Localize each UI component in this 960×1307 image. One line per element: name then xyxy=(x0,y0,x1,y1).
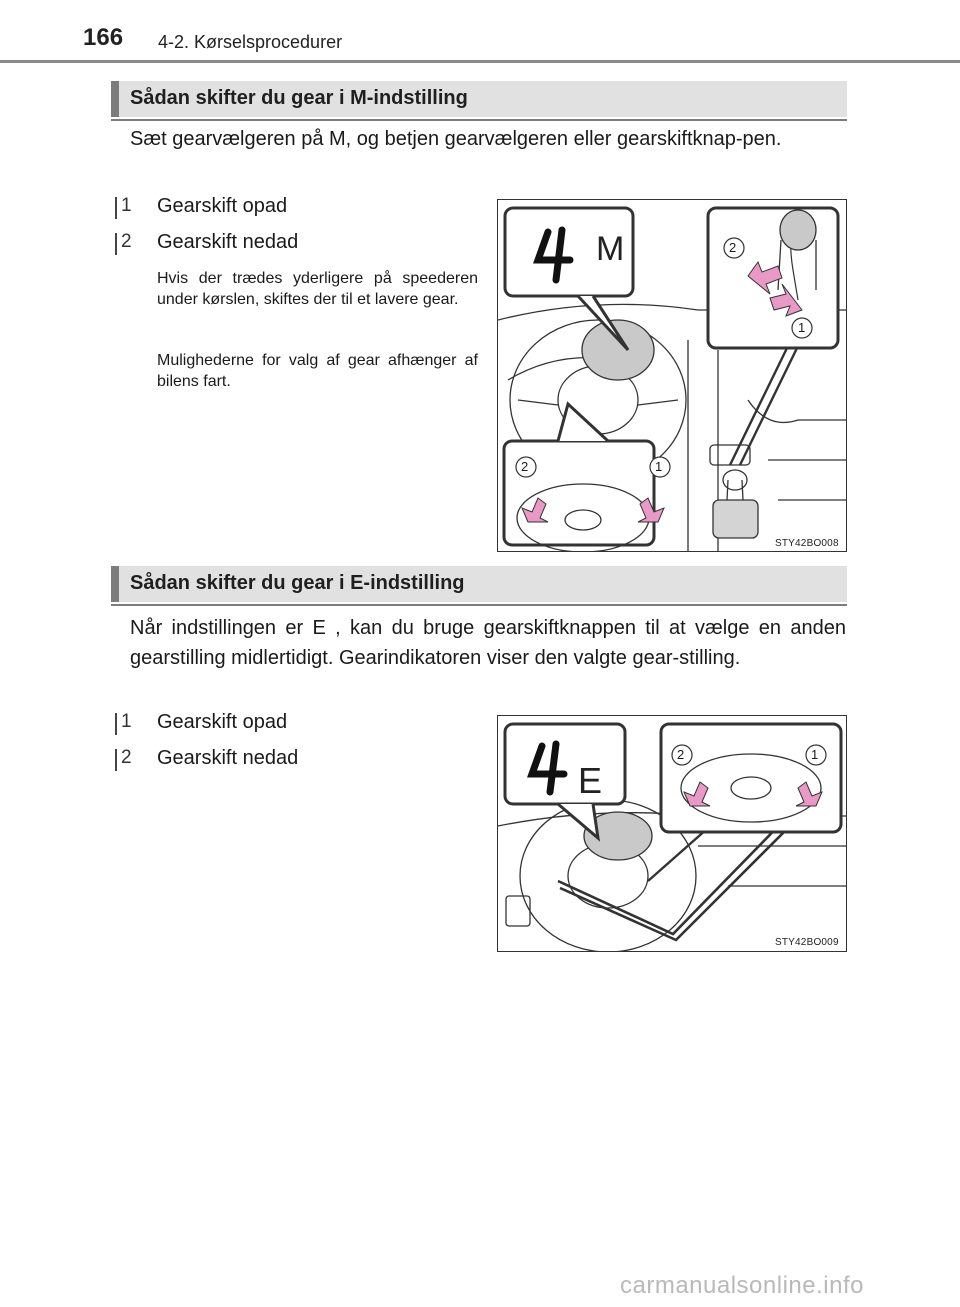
section-m-intro: Sæt gearvælgeren på M, og betjen gearvælgeren eller gearskiftknap-pen. xyxy=(130,128,782,150)
note-speed-dependent: Mulighederne for valg af gear afhænger af bilens fart. xyxy=(157,352,478,390)
section-heading-e xyxy=(111,566,847,602)
callout-number: 2 xyxy=(729,240,737,255)
callout-number: 2 xyxy=(521,459,529,474)
note-kickdown: Hvis der trædes yderligere på speederen under kørslen, skiftes der til et lavere gear. xyxy=(157,270,478,308)
section-e-intro: Når indstillingen er E , kan du bruge gearskiftknappen til at vælge en anden gearstilling midlertidigt. Gearindikatoren viser den valgte gear-stilling. xyxy=(130,617,846,669)
figure-m-illustration xyxy=(498,200,846,551)
gear-mode-letter-e: E xyxy=(578,760,603,801)
step-number: 2 xyxy=(117,231,145,257)
site-watermark: carmanualsonline.info xyxy=(620,1272,864,1299)
callout-number: 2 xyxy=(677,747,685,762)
figure-e-illustration xyxy=(498,716,846,951)
callout-number: 1 xyxy=(798,320,806,335)
gear-mode-letter-m: M xyxy=(596,230,625,268)
figure-code: STY42BO008 xyxy=(775,538,839,549)
figure-m-mode xyxy=(497,199,847,552)
section-heading-m xyxy=(111,81,847,117)
step-label: Gearskift nedad xyxy=(157,747,299,769)
step-number: 2 xyxy=(117,747,145,773)
callout-number: 1 xyxy=(811,747,819,762)
step-number: 1 xyxy=(117,711,145,737)
section-title-e: Sådan skifter du gear i E-indstilling xyxy=(130,572,465,594)
callout-number: 1 xyxy=(655,459,663,474)
step-label: Gearskift opad xyxy=(157,711,288,733)
page-header xyxy=(0,0,960,64)
figure-e-mode xyxy=(497,715,847,952)
step-label: Gearskift opad xyxy=(157,195,288,217)
chapter-title: 4-2. Kørselsprocedurer xyxy=(158,32,343,52)
step-number: 1 xyxy=(117,195,145,221)
page-number: 166 xyxy=(83,24,124,51)
section-title-m: Sådan skifter du gear i M-indstilling xyxy=(130,87,468,109)
step-label: Gearskift nedad xyxy=(157,231,299,253)
figure-code: STY42BO009 xyxy=(775,937,839,948)
header-divider xyxy=(0,60,960,63)
